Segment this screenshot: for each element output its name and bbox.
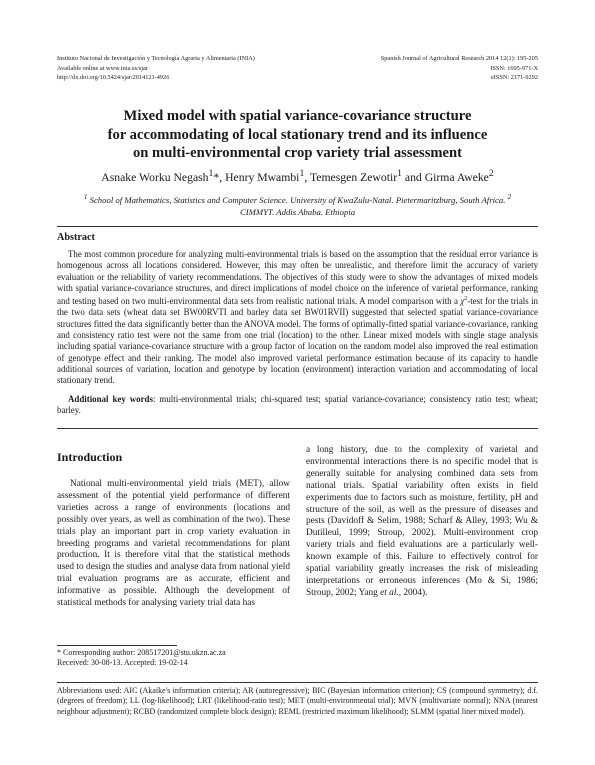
chi-superscript: 2	[464, 296, 468, 303]
abstract-text-part-1: The most common procedure for analyzing multi-environmental trials is based on the assumption that the residual error variance is homogenous across all locations considered. However, this may often be unrealistic, and therefore limit the accuracy of variety evaluation or the reliability of variety recommendations. The objectives of this study were to show the advantages of mixed models with spatial variance-covariance structures, and direct implications of model choice on the inference of varietal performance, ranking and testing based on two multi-environmental data sets from realistic national trials. A model comparison with a	[57, 249, 538, 307]
author-affil-sup: 1	[299, 168, 305, 179]
abstract-top-rule	[57, 226, 538, 227]
publisher-line: Instituto Nacional de Investigación y Tecnología Agraria y Alimentaria (INIA)	[57, 55, 255, 62]
abstract-text-part-2: -test for the trials in the two data sets (wheat data set BW00RVTI and barley data set BW01RVII) suggested that selected spatial variance-covariance structures fitted the data significantly better than the ANOVA model. The forms of optimally-fitted spatial variance-covariance, ranking and consistency ratio test were not the same from one trial (location) to the other. Linear mixed models with single stage analysis including spatial variance-covariance structure with a group factor of location on the random model also improved the real estimation of genotype effect and their ranking. The model also improved varietal performance estimation because of its capacity to handle additional sources of variation, location and genotype by location (environment) interaction variation and accommodating of local stationary trend.	[57, 296, 538, 386]
author-name: Girma Aweke	[424, 170, 489, 184]
abstract-bottom-rule	[57, 428, 538, 429]
paper-title	[40, 107, 555, 163]
corresponding-author[interactable]: * Corresponding author: 208517201@stu.ukzn.ac.za	[57, 648, 226, 657]
eissn-line: eISSN: 2171-9292	[490, 74, 538, 82]
introduction-column-left: National multi-environmental yield trials (MET), allow assessment of the potential yield performance of different varieties across a range of environments (locations and possibly over years, as well as combination of the two). These trials play an important part in crop variety evaluation in breeding programs and varietal recommendations for plant production. It is therefore vital that the statistical methods used to design the studies and analyse data from national yield trial evaluation programs are as accurate, efficient and informative as possible. Although the development of statistical methods for analysing variety trial data has	[57, 479, 290, 609]
footnote	[57, 648, 226, 668]
journal-citation-line: Spanish Journal of Agricultural Research 2014 12(1): 195-205	[380, 55, 538, 62]
abstract-body	[57, 249, 538, 387]
author-joiner: ,	[304, 170, 310, 184]
journal-header-right	[381, 54, 538, 83]
introduction-column-right	[306, 445, 538, 600]
keywords	[57, 394, 538, 417]
keywords-label: Additional key words	[68, 394, 153, 404]
online-url-line[interactable]: Available online at www.inia.es/sjar	[57, 64, 148, 72]
affiliation-1-sup: 1	[83, 193, 88, 201]
intro-col2-etal: et al.	[380, 587, 399, 598]
affiliation-2-sup: 2	[507, 193, 512, 201]
author-name: Temesgen Zewotir	[309, 170, 398, 184]
keywords-text: : multi-environmental trials; chi-squared test; spatial variance-covariance; consistency ratio test; wheat; barley.	[57, 394, 538, 416]
title-line-3: on multi-environmental crop variety trial assessment	[132, 145, 462, 161]
doi-line[interactable]: http://dx.doi.org/10.5424/sjar/2014121-4926	[57, 74, 170, 82]
author-affil-sup: 1	[397, 168, 402, 179]
introduction-heading: Introduction	[57, 450, 123, 464]
title-line-2: for accommodating of local stationary trend and its influence	[107, 126, 488, 143]
author-name: Henry Mwambi	[225, 170, 300, 184]
abbreviations: Abbreviations used: AIC (Akaike's information criteria); AR (autoregressive); BIC (Bayesian information criterion); CS (compound symmetry); d.f. (degrees of freedom); LL (log-likelihood); LRT (likelihood-ratio test); MET (multi-environmental trial); MVN (multivariate normal); NNA (nearest neighbour adjustment); RCBD (randomized complete block design); REML (restricted maximum likelihood); SLMM (spatial liner mixed model).	[57, 686, 538, 716]
affiliations	[80, 191, 515, 218]
issn-line: ISSN: 1695-971-X	[490, 64, 538, 72]
intro-col2-text-2: , 2004).	[398, 587, 428, 598]
corresponding-mark: *	[213, 170, 220, 184]
affiliation-2: CIMMYT. Addis Ababa. Ethiopia	[239, 206, 356, 217]
author-name: Asnake Worku Negash	[101, 170, 209, 184]
received-accepted-dates: Received: 30-08-13. Accepted: 19-02-14	[57, 658, 188, 668]
author-list	[40, 168, 555, 184]
author-joiner: and	[401, 170, 425, 184]
affiliation-1: School of Mathematics, Statistics and Computer Science. University of KwaZulu-Natal. Pietermaritzburg, South Africa.	[89, 194, 506, 205]
journal-header-left	[57, 54, 255, 83]
abstract-heading: Abstract	[57, 232, 95, 243]
intro-col2-text-1: a long history, due to the complexity of varietal and environmental interactions there is no specific model that is generally suitable for analysing combined data sets from national trials. Spatial variability often exists in field experiments due to factors such as moisture, fertility, pH and structure of the soil, as well as the pressure of diseases and pests (Davidoff & Selim, 1988; Scharf & Alley, 1993; Wu & Dutilleul, 1999; Stroup, 2002). Multi-environment crop variety trials and field evaluations are a particularly well-known example of this. Failure to effectively control for spatial variability greatly increases the risk of misleading interpretations or erroneous inferences (Mo & Si, 1986; Stroup, 2002; Yang	[306, 445, 538, 598]
author-joiner: ,	[219, 170, 226, 184]
chi-symbol: χ	[460, 296, 465, 307]
author-affil-sup: 1	[208, 168, 214, 179]
abbreviations-rule	[57, 682, 538, 683]
author-affil-sup: 2	[488, 168, 494, 179]
title-line-1: Mixed model with spatial variance-covariance structure	[123, 108, 472, 124]
footnote-rule	[57, 645, 177, 646]
